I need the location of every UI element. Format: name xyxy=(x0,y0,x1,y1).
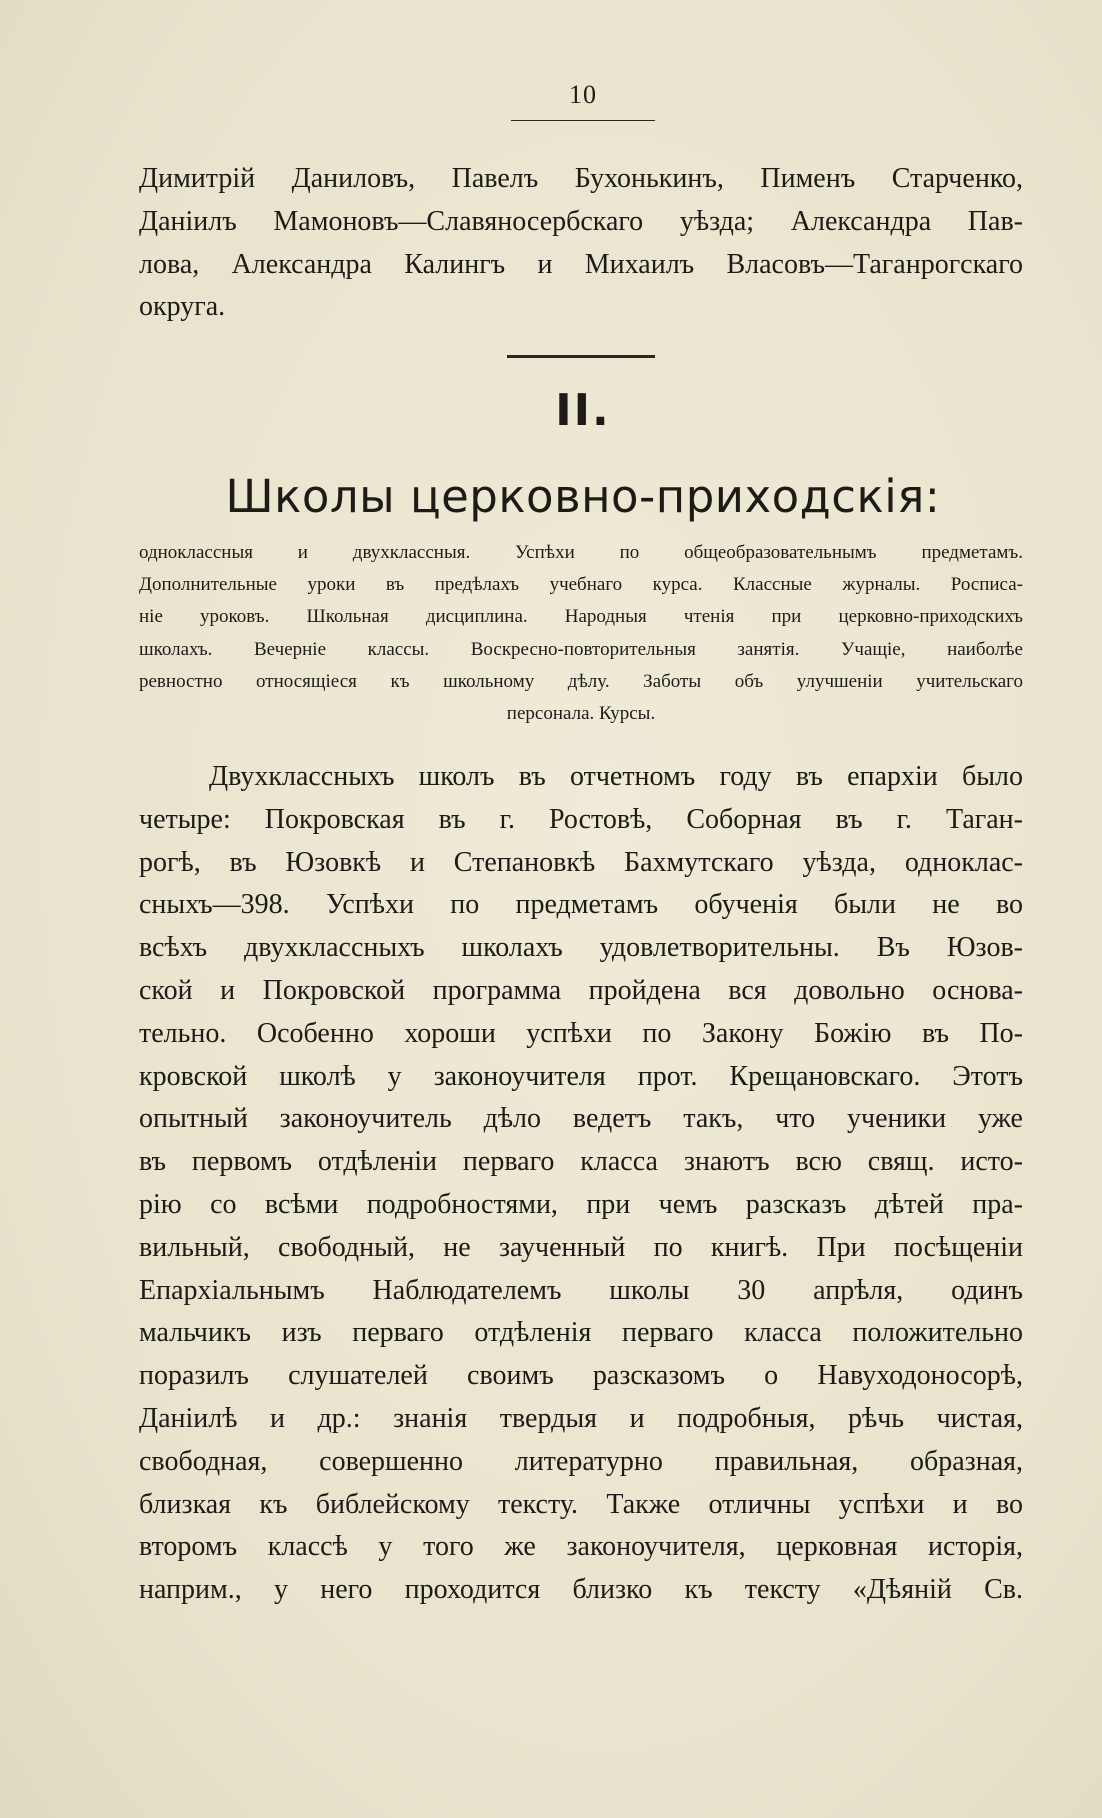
body-line: Епархіальнымъ Наблюдателемъ школы 30 апрѣля, одинъ xyxy=(139,1274,1023,1306)
body-line: четыре: Покровская въ г. Ростовѣ, Соборная въ г. Таган- xyxy=(139,803,1023,835)
intro-line: Димитрій Даниловъ, Павелъ Бухонькинъ, Пименъ Старченко, xyxy=(139,163,1023,194)
intro-line: Даніилъ Мамоновъ—Славяносербскаго уѣзда; Александра Пав- xyxy=(139,205,1023,237)
body-line: сныхъ—398. Успѣхи по предметамъ обученія были не во xyxy=(139,889,1023,921)
intro-line: лова, Александра Калингъ и Михаилъ Власовъ—Таганрогскаго xyxy=(139,248,1023,280)
body-line: тельно. Особенно хороши успѣхи по Закону Божію въ По- xyxy=(139,1017,1023,1049)
body-line: Даніилѣ и др.: знанія твердыя и подробныя, рѣчь чистая, xyxy=(139,1402,1023,1434)
body-line: всѣхъ двухклассныхъ школахъ удовлетворительны. Въ Юзов- xyxy=(139,932,1023,964)
synopsis-line: школахъ. Вечерніе классы. Воскресно-повторительныя занятія. Учащіе, наиболѣе xyxy=(139,638,1023,660)
body-line: поразилъ слушателей своимъ разсказомъ о Навуходоносорѣ, xyxy=(139,1360,1023,1392)
synopsis-line: одноклассныя и двухклассныя. Успѣхи по общеобразовательнымъ предметамъ. xyxy=(139,542,1023,563)
body-line: въ первомъ отдѣленіи перваго класса знаютъ всю свящ. исто- xyxy=(139,1146,1023,1178)
page-number-rule xyxy=(511,120,655,121)
body-line: мальчикъ изъ перваго отдѣленія перваго класса положительно xyxy=(139,1317,1023,1349)
intro-line: округа. xyxy=(139,291,226,323)
body-line: свободная, совершенно литературно правильная, образная, xyxy=(139,1445,1023,1477)
body-line: кровской школѣ у законоучителя прот. Крещановскаго. Этотъ xyxy=(139,1060,1023,1092)
section-divider xyxy=(507,355,655,358)
section-title: Школы церковно-приходскія: xyxy=(225,470,941,523)
body-line: второмъ классѣ у того же законоучителя, церковная исторія, xyxy=(139,1531,1023,1563)
synopsis-line: ревностно относящіеся къ школьному дѣлу. Заботы объ улучшеніи учительскаго xyxy=(139,670,1023,692)
body-line: наприм., у него проходится близко къ тексту «Дѣяній Св. xyxy=(139,1574,1023,1606)
body-line: вильный, свободный, не заученный по книгѣ. При посѣщеніи xyxy=(139,1231,1023,1263)
intro-paragraph xyxy=(139,158,1023,329)
body-line: рію со всѣми подробностями, при чемъ разсказъ дѣтей пра- xyxy=(139,1188,1023,1220)
synopsis-line: персонала. Курсы. xyxy=(506,703,656,725)
synopsis-line: ніе уроковъ. Школьная дисциплина. Народныя чтенія при церковно-приходскихъ xyxy=(139,606,1023,628)
body-line: ской и Покровской программа пройдена вся довольно основа- xyxy=(139,974,1023,1006)
body-paragraph xyxy=(139,756,1023,1612)
synopsis-line: Дополнительные уроки въ предѣлахъ учебнаго курса. Классные журналы. Росписа- xyxy=(139,574,1023,596)
body-line: Двухклассныхъ школъ въ отчетномъ году въ епархіи было xyxy=(209,761,1023,792)
page-number: 10 xyxy=(569,80,597,109)
body-line: близкая къ библейскому тексту. Также отличны успѣхи и во xyxy=(139,1488,1023,1520)
body-line: рогѣ, въ Юзовкѣ и Степановкѣ Бахмутскаго уѣзда, одноклас- xyxy=(139,846,1023,878)
body-line: опытный законоучитель дѣло ведетъ такъ, что ученики уже xyxy=(139,1103,1023,1135)
section-numeral: II. xyxy=(555,385,611,436)
section-synopsis xyxy=(139,537,1023,730)
